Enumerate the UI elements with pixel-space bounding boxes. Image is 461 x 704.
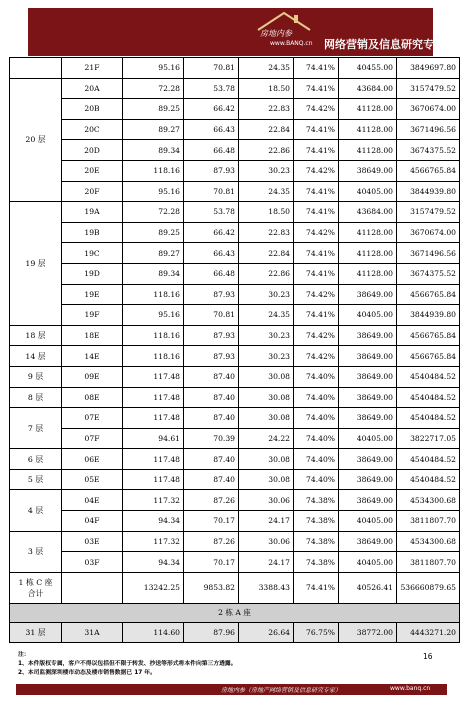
gross-area-cell: 89.34 xyxy=(123,263,184,284)
usable-area-cell: 87.93 xyxy=(184,284,239,305)
page-footer xyxy=(16,684,447,695)
unit-price-cell: 38649.00 xyxy=(339,325,397,346)
table-row xyxy=(10,531,460,552)
table-row xyxy=(10,552,460,573)
total-price-cell: 3157479.52 xyxy=(397,78,460,99)
shared-area-cell: 24.35 xyxy=(239,58,294,79)
total-price-cell: 3671496.56 xyxy=(397,119,460,140)
table-row xyxy=(10,346,460,367)
header-title: 网络营销及信息研究专家 xyxy=(324,38,445,51)
efficiency-rate-cell: 74.41% xyxy=(294,78,339,99)
total-row xyxy=(10,572,460,603)
table-row xyxy=(10,263,460,284)
unit-cell: 20A xyxy=(62,78,123,99)
shared-area-cell: 30.08 xyxy=(239,387,294,408)
floor-cell: 4 层 xyxy=(10,490,62,531)
unit-cell: 19F xyxy=(62,305,123,326)
footer-url: www.banq.cn xyxy=(390,685,431,692)
efficiency-rate-cell: 74.42% xyxy=(294,325,339,346)
unit-price-cell: 38649.00 xyxy=(339,160,397,181)
gross-area-cell: 118.16 xyxy=(123,160,184,181)
usable-area-cell: 87.93 xyxy=(184,160,239,181)
unit-cell: 21F xyxy=(62,58,123,79)
gross-area-cell: 117.48 xyxy=(123,366,184,387)
gross-area-cell: 89.27 xyxy=(123,119,184,140)
gross-area-cell: 72.28 xyxy=(123,78,184,99)
table-row xyxy=(10,511,460,532)
floor-cell: 5 层 xyxy=(10,469,62,490)
table-row xyxy=(10,160,460,181)
usable-area-cell: 66.48 xyxy=(184,140,239,161)
total-price-cell: 3671496.56 xyxy=(397,243,460,264)
unit-price-cell: 40405.00 xyxy=(339,511,397,532)
unit-cell: 19B xyxy=(62,222,123,243)
floor-cell: 31 层 xyxy=(10,622,62,643)
usable-area-cell: 70.17 xyxy=(184,511,239,532)
unit-price-cell: 40405.00 xyxy=(339,181,397,202)
efficiency-rate-cell: 74.41% xyxy=(294,305,339,326)
table-row xyxy=(10,284,460,305)
notes-heading: 注： xyxy=(18,652,30,658)
table-row xyxy=(10,202,460,223)
total-gross-area-cell: 13242.25 xyxy=(123,572,184,603)
shared-area-cell: 18.50 xyxy=(239,202,294,223)
gross-area-cell: 89.34 xyxy=(123,140,184,161)
total-price-cell: 4540484.52 xyxy=(397,469,460,490)
shared-area-cell: 22.86 xyxy=(239,263,294,284)
efficiency-rate-cell: 74.41% xyxy=(294,263,339,284)
total-unit-cell xyxy=(62,572,123,603)
section-title-cell: 2 栋 A 座 xyxy=(10,603,460,622)
section-row xyxy=(10,603,460,622)
unit-price-cell: 43684.00 xyxy=(339,202,397,223)
floor-cell: 7 层 xyxy=(10,408,62,449)
usable-area-cell: 87.96 xyxy=(184,622,239,643)
gross-area-cell: 117.48 xyxy=(123,449,184,470)
usable-area-cell: 66.42 xyxy=(184,99,239,120)
efficiency-rate-cell: 74.41% xyxy=(294,58,339,79)
efficiency-rate-cell: 74.42% xyxy=(294,222,339,243)
total-price-cell: 4566765.84 xyxy=(397,346,460,367)
shared-area-cell: 24.22 xyxy=(239,428,294,449)
unit-price-cell: 38649.00 xyxy=(339,346,397,367)
logo-url: www.BANQ.cn xyxy=(270,40,313,47)
table-row xyxy=(10,366,460,387)
usable-area-cell: 87.40 xyxy=(184,469,239,490)
usable-area-cell: 87.40 xyxy=(184,387,239,408)
usable-area-cell: 66.43 xyxy=(184,243,239,264)
shared-area-cell: 24.17 xyxy=(239,511,294,532)
table-row xyxy=(10,119,460,140)
floor-cell: 14 层 xyxy=(10,346,62,367)
efficiency-rate-cell: 74.40% xyxy=(294,408,339,429)
unit-price-cell: 43684.00 xyxy=(339,78,397,99)
efficiency-rate-cell: 74.41% xyxy=(294,243,339,264)
unit-price-cell: 41128.00 xyxy=(339,119,397,140)
usable-area-cell: 70.81 xyxy=(184,305,239,326)
shared-area-cell: 22.83 xyxy=(239,222,294,243)
table-row xyxy=(10,305,460,326)
total-price-cell: 4566765.84 xyxy=(397,284,460,305)
unit-cell: 20F xyxy=(62,181,123,202)
total-label-line2: 合计 xyxy=(27,588,44,598)
efficiency-rate-cell: 74.38% xyxy=(294,531,339,552)
total-price-cell: 4566765.84 xyxy=(397,160,460,181)
usable-area-cell: 70.17 xyxy=(184,552,239,573)
total-price-cell: 4443271.20 xyxy=(397,622,460,643)
usable-area-cell: 87.93 xyxy=(184,346,239,367)
floor-cell: 3 层 xyxy=(10,531,62,572)
shared-area-cell: 30.23 xyxy=(239,284,294,305)
total-price-cell: 4566765.84 xyxy=(397,325,460,346)
unit-price-cell: 41128.00 xyxy=(339,222,397,243)
table-row xyxy=(10,490,460,511)
unit-price-cell: 38649.00 xyxy=(339,449,397,470)
efficiency-rate-cell: 74.38% xyxy=(294,511,339,532)
table-row xyxy=(10,449,460,470)
unit-cell: 03E xyxy=(62,531,123,552)
usable-area-cell: 70.81 xyxy=(184,181,239,202)
shared-area-cell: 30.06 xyxy=(239,531,294,552)
floor-cell: 20 层 xyxy=(10,78,62,202)
unit-price-cell: 38649.00 xyxy=(339,408,397,429)
table-row xyxy=(10,222,460,243)
unit-cell: 19C xyxy=(62,243,123,264)
table-row xyxy=(10,428,460,449)
efficiency-rate-cell: 74.40% xyxy=(294,428,339,449)
table-row xyxy=(10,469,460,490)
logo-text: 房地内参 xyxy=(260,29,292,38)
unit-cell: 19A xyxy=(62,202,123,223)
usable-area-cell: 66.43 xyxy=(184,119,239,140)
floor-cell: 18 层 xyxy=(10,325,62,346)
shared-area-cell: 26.64 xyxy=(239,622,294,643)
gross-area-cell: 118.16 xyxy=(123,346,184,367)
total-price-cell: 3822717.05 xyxy=(397,428,460,449)
efficiency-rate-cell: 74.42% xyxy=(294,346,339,367)
total-price-cell: 3670674.00 xyxy=(397,222,460,243)
unit-price-cell: 40405.00 xyxy=(339,428,397,449)
unit-cell: 08E xyxy=(62,387,123,408)
efficiency-rate-cell: 74.40% xyxy=(294,366,339,387)
gross-area-cell: 94.61 xyxy=(123,428,184,449)
efficiency-rate-cell: 74.41% xyxy=(294,140,339,161)
total-shared-area-cell: 3388.43 xyxy=(239,572,294,603)
total-price-cell: 3674375.52 xyxy=(397,263,460,284)
unit-cell: 07F xyxy=(62,428,123,449)
total-price-cell: 3844939.80 xyxy=(397,305,460,326)
unit-price-cell: 38649.00 xyxy=(339,469,397,490)
total-label-cell xyxy=(10,572,62,603)
total-label-line1: 1 栋 C 座 xyxy=(18,577,53,587)
gross-area-cell: 72.28 xyxy=(123,202,184,223)
gross-area-cell: 95.16 xyxy=(123,305,184,326)
gross-area-cell: 89.25 xyxy=(123,99,184,120)
gross-area-cell: 117.48 xyxy=(123,387,184,408)
efficiency-rate-cell: 74.42% xyxy=(294,160,339,181)
page-number: 16 xyxy=(423,652,433,661)
gross-area-cell: 94.34 xyxy=(123,511,184,532)
unit-price-cell: 38649.00 xyxy=(339,284,397,305)
table-row xyxy=(10,58,460,79)
unit-price-cell: 38649.00 xyxy=(339,490,397,511)
floor-cell: 8 层 xyxy=(10,387,62,408)
shared-area-cell: 22.86 xyxy=(239,140,294,161)
floor-cell: 19 层 xyxy=(10,202,62,326)
footer-text: 房地内参（房地产网络营销及信息研究专家） xyxy=(221,687,342,694)
shared-area-cell: 24.17 xyxy=(239,552,294,573)
gross-area-cell: 118.16 xyxy=(123,284,184,305)
unit-cell: 14E xyxy=(62,346,123,367)
unit-cell: 19D xyxy=(62,263,123,284)
table-row xyxy=(10,408,460,429)
shared-area-cell: 30.08 xyxy=(239,449,294,470)
unit-cell: 20C xyxy=(62,119,123,140)
gross-area-cell: 117.32 xyxy=(123,490,184,511)
gross-area-cell: 117.48 xyxy=(123,469,184,490)
total-price-cell: 4534300.68 xyxy=(397,531,460,552)
unit-cell: 18E xyxy=(62,325,123,346)
table-row xyxy=(10,622,460,643)
gross-area-cell: 95.16 xyxy=(123,58,184,79)
shared-area-cell: 22.83 xyxy=(239,99,294,120)
total-price-cell: 3157479.52 xyxy=(397,202,460,223)
shared-area-cell: 22.84 xyxy=(239,119,294,140)
efficiency-rate-cell: 74.41% xyxy=(294,119,339,140)
total-price-cell: 3670674.00 xyxy=(397,99,460,120)
usable-area-cell: 87.40 xyxy=(184,366,239,387)
page-header xyxy=(28,8,445,56)
shared-area-cell: 18.50 xyxy=(239,78,294,99)
unit-cell: 09E xyxy=(62,366,123,387)
unit-cell: 20E xyxy=(62,160,123,181)
efficiency-rate-cell: 74.38% xyxy=(294,552,339,573)
unit-cell: 07E xyxy=(62,408,123,429)
usable-area-cell: 66.42 xyxy=(184,222,239,243)
total-price-cell: 4540484.52 xyxy=(397,449,460,470)
efficiency-rate-cell: 74.38% xyxy=(294,490,339,511)
shared-area-cell: 30.23 xyxy=(239,346,294,367)
floor-cell xyxy=(10,58,62,79)
usable-area-cell: 87.40 xyxy=(184,408,239,429)
total-price-cell: 4540484.52 xyxy=(397,408,460,429)
usable-area-cell: 66.48 xyxy=(184,263,239,284)
total-unit-price-cell: 40526.41 xyxy=(339,572,397,603)
usable-area-cell: 53.78 xyxy=(184,202,239,223)
shared-area-cell: 30.06 xyxy=(239,490,294,511)
usable-area-cell: 87.26 xyxy=(184,490,239,511)
efficiency-rate-cell: 74.41% xyxy=(294,202,339,223)
unit-price-cell: 40455.00 xyxy=(339,58,397,79)
table-row xyxy=(10,181,460,202)
unit-price-cell: 40405.00 xyxy=(339,305,397,326)
gross-area-cell: 117.48 xyxy=(123,408,184,429)
shared-area-cell: 24.35 xyxy=(239,181,294,202)
table-row xyxy=(10,325,460,346)
unit-cell: 04E xyxy=(62,490,123,511)
gross-area-cell: 89.25 xyxy=(123,222,184,243)
unit-price-cell: 38649.00 xyxy=(339,531,397,552)
table-row xyxy=(10,387,460,408)
shared-area-cell: 30.08 xyxy=(239,469,294,490)
unit-price-cell: 38772.00 xyxy=(339,622,397,643)
unit-price-cell: 41128.00 xyxy=(339,263,397,284)
table-row xyxy=(10,99,460,120)
total-price-cell: 3811807.70 xyxy=(397,511,460,532)
usable-area-cell: 70.39 xyxy=(184,428,239,449)
unit-cell: 20B xyxy=(62,99,123,120)
gross-area-cell: 117.32 xyxy=(123,531,184,552)
total-price-cell: 4534300.68 xyxy=(397,490,460,511)
total-efficiency-rate-cell: 74.41% xyxy=(294,572,339,603)
shared-area-cell: 30.08 xyxy=(239,366,294,387)
table-row xyxy=(10,243,460,264)
total-price-cell: 3849697.80 xyxy=(397,58,460,79)
total-total-price-cell: 536660879.65 xyxy=(397,572,460,603)
gross-area-cell: 118.16 xyxy=(123,325,184,346)
efficiency-rate-cell: 74.42% xyxy=(294,99,339,120)
unit-cell: 03F xyxy=(62,552,123,573)
unit-price-table xyxy=(9,57,460,643)
efficiency-rate-cell: 76.75% xyxy=(294,622,339,643)
efficiency-rate-cell: 74.40% xyxy=(294,387,339,408)
note-2: 2、本司监测深圳楼市动态及楼市销售数据已 17 年。 xyxy=(18,670,156,676)
usable-area-cell: 87.40 xyxy=(184,449,239,470)
unit-cell: 31A xyxy=(62,622,123,643)
total-price-cell: 3674375.52 xyxy=(397,140,460,161)
usable-area-cell: 87.26 xyxy=(184,531,239,552)
total-price-cell: 3811807.70 xyxy=(397,552,460,573)
efficiency-rate-cell: 74.40% xyxy=(294,449,339,470)
note-1: 1、本件版权专属，客户不得以包括但不限于转发、抄送等形式将本件向第三方透露。 xyxy=(18,661,237,667)
efficiency-rate-cell: 74.42% xyxy=(294,284,339,305)
usable-area-cell: 70.81 xyxy=(184,58,239,79)
gross-area-cell: 95.16 xyxy=(123,181,184,202)
gross-area-cell: 94.34 xyxy=(123,552,184,573)
unit-cell: 20D xyxy=(62,140,123,161)
total-price-cell: 4540484.52 xyxy=(397,366,460,387)
usable-area-cell: 87.93 xyxy=(184,325,239,346)
shared-area-cell: 24.35 xyxy=(239,305,294,326)
shared-area-cell: 30.23 xyxy=(239,325,294,346)
efficiency-rate-cell: 74.41% xyxy=(294,181,339,202)
notes xyxy=(18,651,418,678)
unit-cell: 19E xyxy=(62,284,123,305)
unit-price-cell: 40405.00 xyxy=(339,552,397,573)
total-price-cell: 4540484.52 xyxy=(397,387,460,408)
unit-price-cell: 41128.00 xyxy=(339,140,397,161)
shared-area-cell: 22.84 xyxy=(239,243,294,264)
unit-price-cell: 38649.00 xyxy=(339,366,397,387)
unit-cell: 05E xyxy=(62,469,123,490)
table-row xyxy=(10,78,460,99)
unit-cell: 04F xyxy=(62,511,123,532)
total-usable-area-cell: 9853.82 xyxy=(184,572,239,603)
usable-area-cell: 53.78 xyxy=(184,78,239,99)
unit-cell: 06E xyxy=(62,449,123,470)
shared-area-cell: 30.23 xyxy=(239,160,294,181)
total-price-cell: 3844939.80 xyxy=(397,181,460,202)
unit-price-cell: 41128.00 xyxy=(339,99,397,120)
gross-area-cell: 114.60 xyxy=(123,622,184,643)
unit-price-cell: 38649.00 xyxy=(339,387,397,408)
gross-area-cell: 89.27 xyxy=(123,243,184,264)
floor-cell: 9 层 xyxy=(10,366,62,387)
shared-area-cell: 30.08 xyxy=(239,408,294,429)
table-row xyxy=(10,140,460,161)
efficiency-rate-cell: 74.40% xyxy=(294,469,339,490)
floor-cell: 6 层 xyxy=(10,449,62,470)
unit-price-cell: 41128.00 xyxy=(339,243,397,264)
